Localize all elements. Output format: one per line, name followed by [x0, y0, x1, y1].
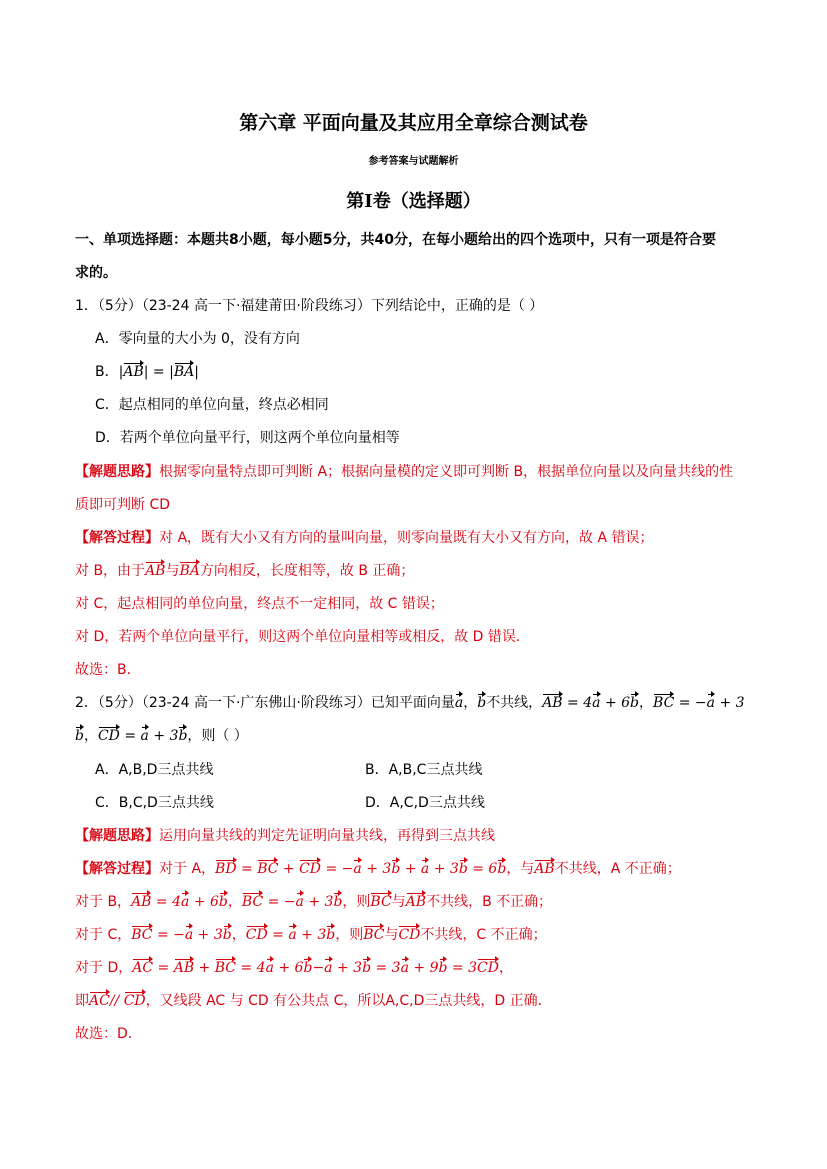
q2-stem: 2．（5分）（23-24 高一下·广东佛山·阶段练习）已知平面向量a，b不共线，AB = 4a + 6b，BC = −a + 3 — [75, 695, 745, 711]
q1-option-d: D．若两个单位向量平行，则这两个单位向量相等 — [95, 430, 400, 446]
q1-process-c: 对 C，起点相同的单位向量，终点不一定相同，故 C 错误； — [75, 596, 444, 612]
q1-option-c: C．起点相同的单位向量，终点必相同 — [95, 397, 329, 413]
q1-process-d: 对 D，若两个单位向量平行，则这两个单位向量相等或相反，故 D 错误． — [75, 629, 530, 645]
section-heading-line1: 一、单项选择题：本题共8小题，每小题5分，共40分，在每小题给出的四个选项中，只有一项是符合要 — [75, 232, 716, 248]
q2-solution-idea: 【解题思路】运用向量共线的判定先证明向量共线，再得到三点共线 — [75, 828, 495, 844]
q2-answer: 故选：D． — [75, 1026, 142, 1042]
q2-option-d: D．A,C,D三点共线 — [365, 795, 485, 811]
page-title: 第六章 平面向量及其应用全章综合测试卷 — [239, 112, 588, 134]
q2-process-c: 对于 C，BC = −a + 3b，CD = a + 3b，则BC与CD不共线，C 不正确； — [75, 927, 547, 943]
q1-option-b: B．|AB| = |BA| — [95, 364, 199, 380]
q2-option-b: B．A,B,C三点共线 — [365, 762, 483, 778]
q2-process-b: 对于 B，AB = 4a + 6b，BC = −a + 3b，则BC与AB不共线，B 不正确； — [75, 894, 553, 910]
q2-stem-cont: b，CD = a + 3b，则（ ） — [75, 728, 248, 744]
q1-solution-idea: 【解题思路】根据零向量特点即可判断 A；根据向量模的定义即可判断 B，根据单位向量以及向量共线的性 — [75, 464, 734, 480]
q1-answer: 故选：B． — [75, 662, 141, 678]
section-heading-line2: 求的。 — [75, 265, 117, 281]
q2-process-a: 【解答过程】对于 A，BD = BC + CD = −a + 3b + a + 3b = 6b，与AB不共线，A 不正确； — [75, 861, 681, 877]
q2-process-conclusion: 即AC// CD，又线段 AC 与 CD 有公共点 C，所以A,C,D三点共线，D 正确． — [75, 993, 552, 1009]
q1-option-a: A．零向量的大小为 0，没有方向 — [95, 331, 300, 347]
q1-solution-idea-cont: 质即可判断 CD — [75, 497, 171, 513]
q1-solution-process: 【解答过程】对 A，既有大小又有方向的量叫向量，则零向量既有大小又有方向，故 A 错误； — [75, 530, 654, 546]
q1-process-b: 对 B，由于AB与BA方向相反，长度相等，故 B 正确； — [75, 563, 415, 579]
q1-stem: 1．（5分）（23-24 高一下·福建莆田·阶段练习）下列结论中，正确的是（ ） — [75, 298, 544, 314]
q2-process-d: 对于 D，AC = AB + BC = 4a + 6b−a + 3b = 3a + 9b = 3CD， — [75, 960, 513, 976]
q2-option-c: C．B,C,D三点共线 — [95, 795, 214, 811]
q2-option-a: A．A,B,D三点共线 — [95, 762, 214, 778]
page-subtitle: 参考答案与试题解析 — [368, 156, 459, 167]
volume-heading: 第Ⅰ卷（选择题） — [346, 191, 481, 212]
